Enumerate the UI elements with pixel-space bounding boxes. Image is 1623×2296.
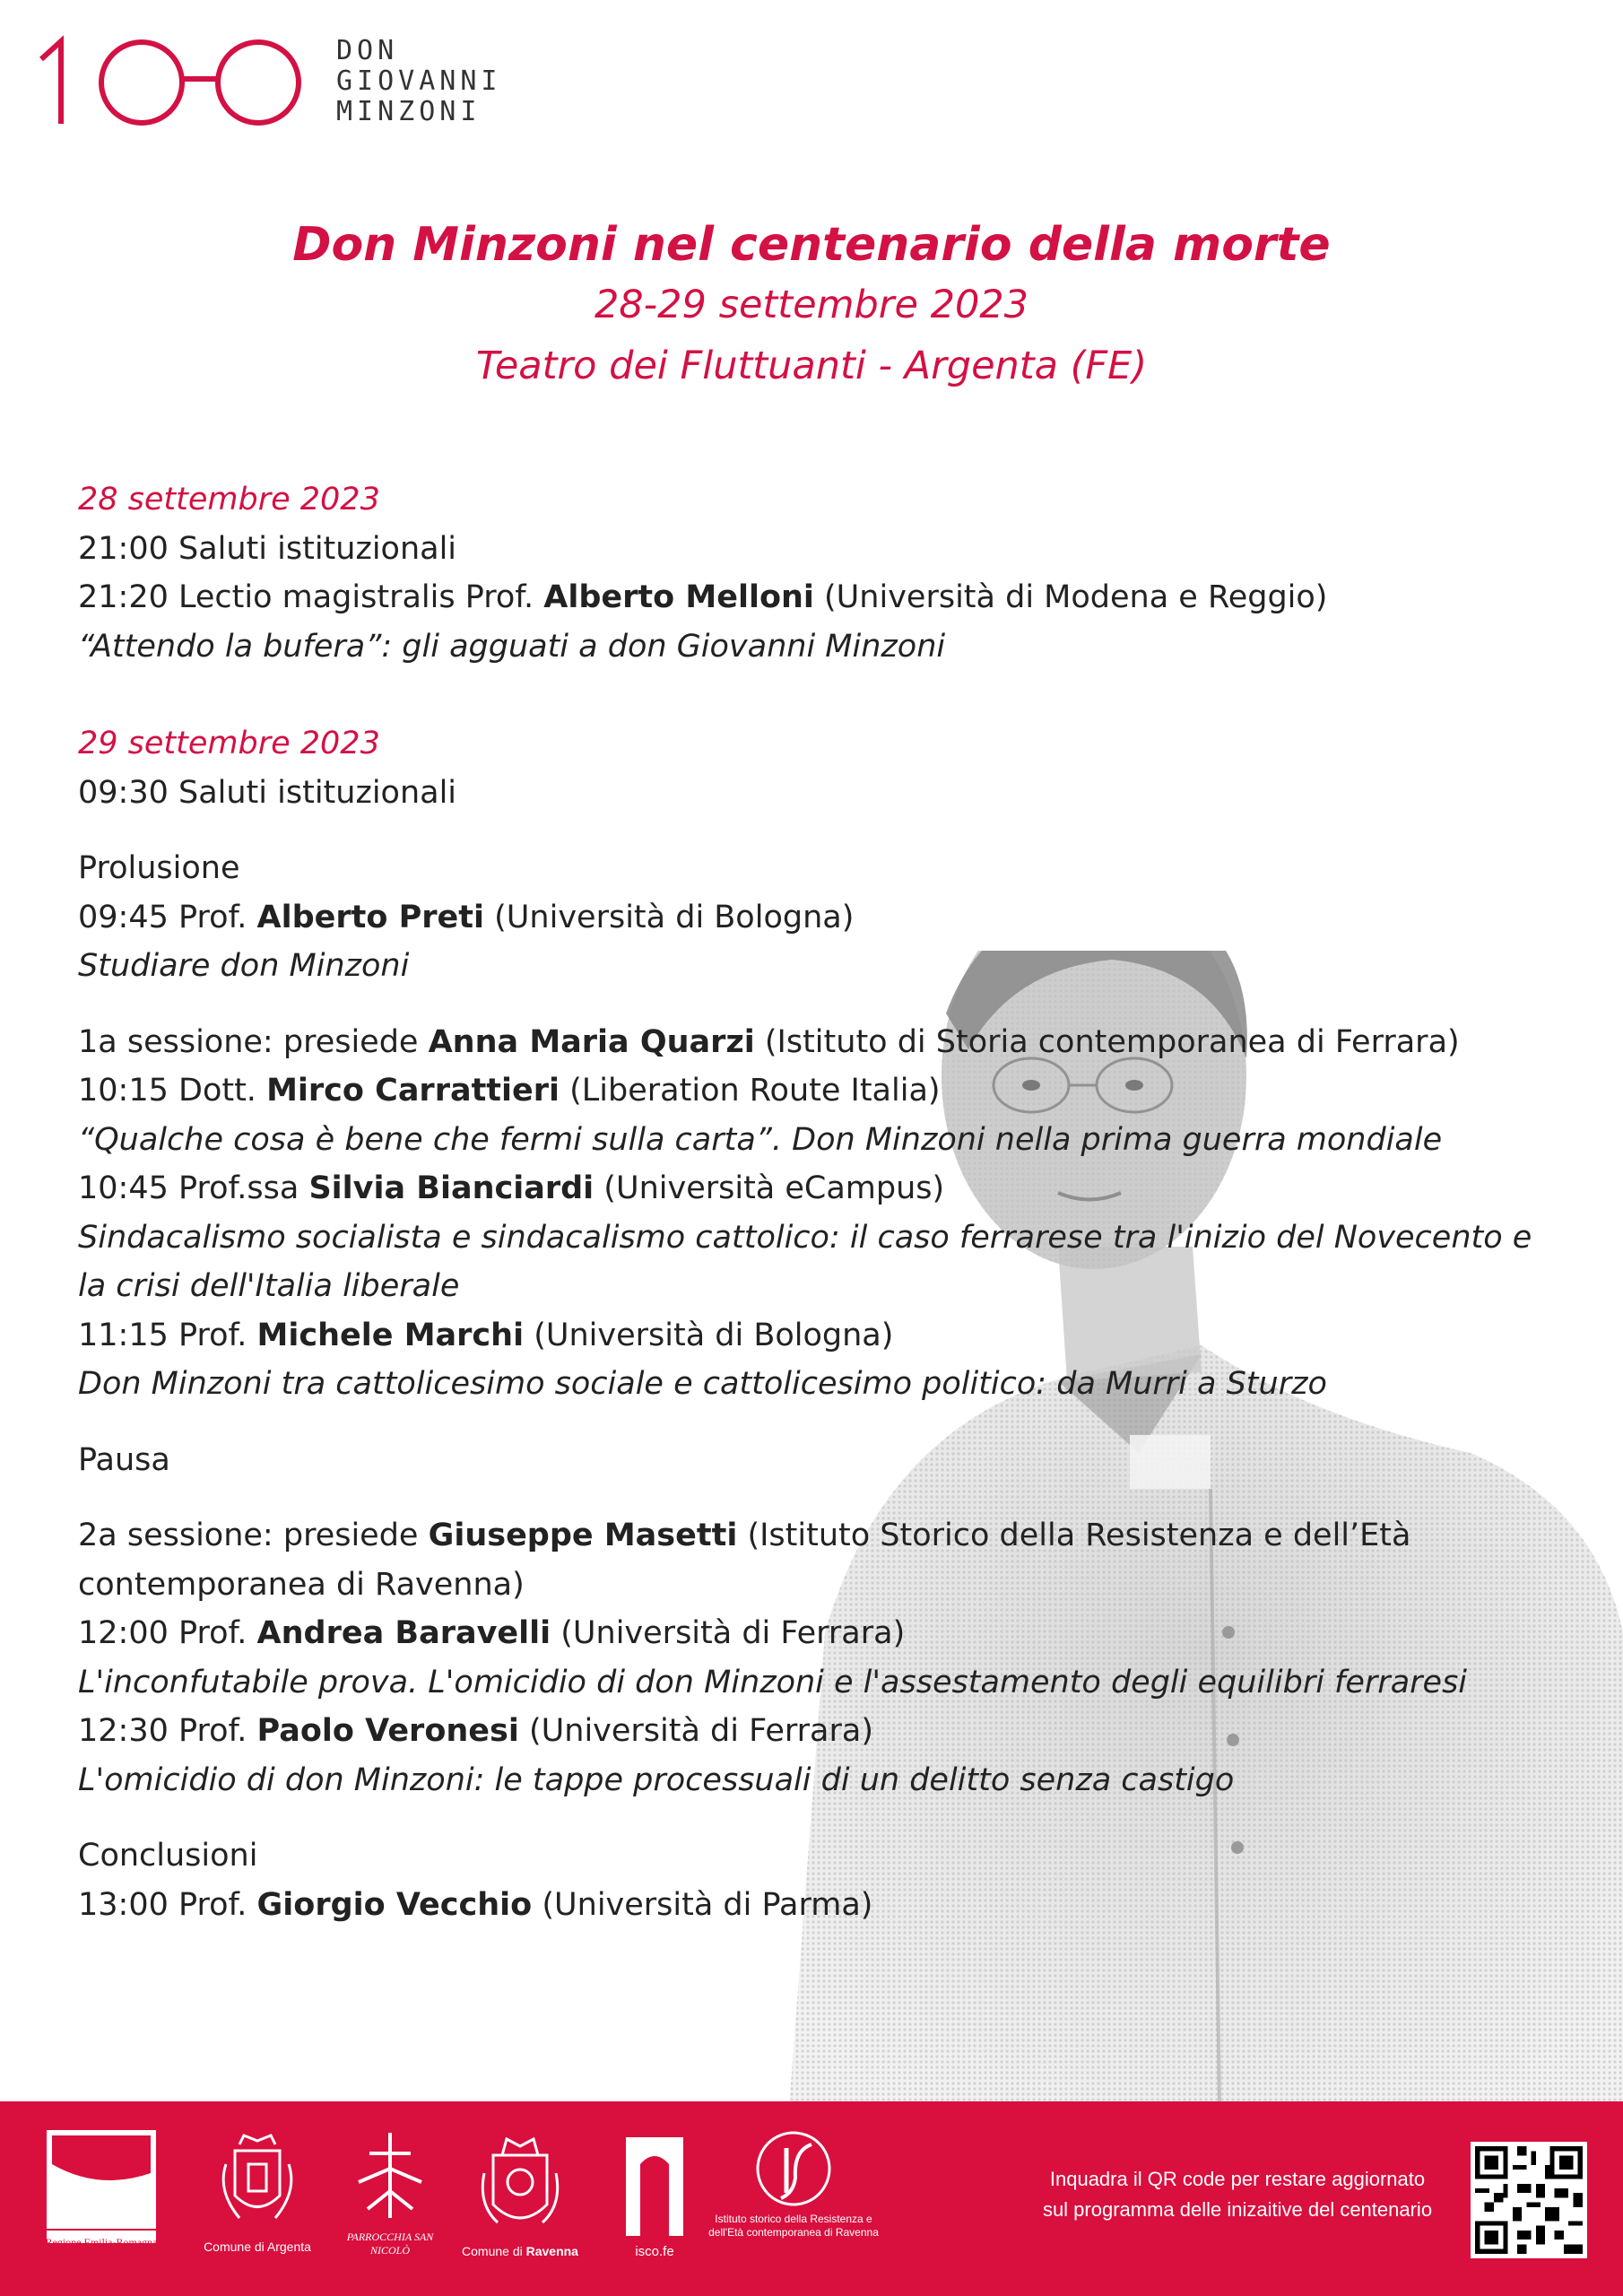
logo-istituto-ravenna: [708, 2128, 879, 2239]
program: [78, 475, 1558, 1929]
qr-text-line-2: sul programma delle inizaitive del centenario: [1042, 2198, 1433, 2221]
conclusions-heading: Conclusioni: [78, 1838, 258, 1874]
session1-heading: 1a sessione: presiede Anna Maria Quarzi (Istituto di Storia contemporanea di Ferrara): [78, 1023, 1460, 1060]
speaker-name: Michele Marchi: [256, 1317, 525, 1353]
talk-title: L'omicidio di don Minzoni: le tappe processuali di un delitto senza castigo: [78, 1761, 1235, 1798]
event-venue: Teatro dei Fluttuanti - Argenta (FE): [475, 344, 1148, 388]
logo-caption: Regione Emilia-Romagna: [45, 2236, 158, 2248]
logo-line-3: MINZONI: [336, 96, 482, 127]
argenta-coat-of-arms-icon: [204, 2128, 311, 2236]
speaker-name: Giorgio Vecchio: [256, 1886, 533, 1923]
talk-title: Sindacalismo socialista e sindacalismo cattolico: il caso ferrarese tra l'inizio del Novecento e la crisi dell'Italia liberale: [78, 1219, 1532, 1304]
regione-emblem-icon: [45, 2128, 158, 2245]
logo-iscofe: [610, 2128, 699, 2259]
talk-title: Don Minzoni tra cattolicesimo sociale e cattolicesimo politico: da Murri a Sturzo: [78, 1366, 1327, 1402]
chair-name: Anna Maria Quarzi: [428, 1023, 755, 1060]
talk-title: “Attendo la bufera”: gli agguati a don Giovanni Minzoni: [78, 628, 946, 665]
speaker-name: Alberto Melloni: [543, 579, 814, 615]
logo-line-2: GIOVANNI: [336, 65, 502, 97]
pause: Pausa: [78, 1441, 170, 1478]
sponsor-footer: [0, 2101, 1623, 2296]
session1-talk-1: 10:15 Dott. Mirco Carrattieri (Liberation Route Italia): [78, 1073, 941, 1109]
logo-caption: Istituto storico della Resistenza e dell'Età contemporanea di Ravenna: [708, 2213, 879, 2239]
logo-line-1: DON: [336, 35, 399, 66]
speaker-name: Andrea Baravelli: [256, 1615, 551, 1651]
qr-instructions: [1022, 2164, 1453, 2225]
logo-caption: Comune di Ravenna: [462, 2244, 578, 2258]
speaker-name: Mirco Carrattieri: [266, 1073, 560, 1109]
event-title: Don Minzoni nel centenario della morte: [292, 218, 1331, 272]
logo-caption: PARROCCHIA SAN NICOLÒ: [346, 2231, 434, 2257]
arch-icon: [619, 2128, 690, 2240]
event-dates: 28-29 settembre 2023: [594, 283, 1029, 327]
day1-date: 28 settembre 2023: [78, 482, 380, 517]
session1-talk-3: 11:15 Prof. Michele Marchi (Università di Bologna): [78, 1317, 894, 1353]
logo-ravenna: [457, 2128, 583, 2258]
qr-code[interactable]: [1471, 2142, 1587, 2258]
talk-title: L'inconfutabile prova. L'omicidio di don Minzoni e l'assestamento degli equilibri ferraresi: [78, 1664, 1468, 1700]
logo-caption: Comune di Argenta: [204, 2239, 311, 2254]
day1-item-1: 21:00 Saluti istituzionali: [78, 530, 457, 567]
logo-argenta: [190, 2128, 325, 2254]
cross-icon: [350, 2128, 430, 2227]
day1-item-2: 21:20 Lectio magistralis Prof. Alberto Melloni (Università di Modena e Reggio): [78, 579, 1328, 615]
event-header: [0, 215, 1623, 396]
prolusione-heading: Prolusione: [78, 850, 240, 886]
session2-talk-1: 12:00 Prof. Andrea Baravelli (Università di Ferrara): [78, 1615, 906, 1651]
speaker-name: Alberto Preti: [256, 899, 485, 935]
day2-date: 29 settembre 2023: [78, 726, 380, 761]
ravenna-coat-of-arms-icon: [471, 2128, 569, 2240]
speaker-name: Paolo Veronesi: [256, 1713, 519, 1749]
conclusions-talk: 13:00 Prof. Giorgio Vecchio (Università di Parma): [78, 1886, 873, 1923]
qr-text-line-1: Inquadra il QR code per restare aggiornato: [1049, 2168, 1426, 2190]
istituto-emblem-icon: [749, 2128, 838, 2209]
speaker-name: Silvia Bianciardi: [308, 1170, 595, 1206]
logo-wordmark: [336, 36, 502, 127]
day2-opening: 09:30 Saluti istituzionali: [78, 774, 457, 811]
talk-title: “Qualche cosa è bene che fermi sulla carta”. Don Minzoni nella prima guerra mondiale: [78, 1121, 1443, 1158]
session2-heading: 2a sessione: presiede Giuseppe Masetti (Istituto Storico della Resistenza e dell’Età contemporanea di Ravenna): [78, 1518, 1411, 1603]
logo-parrocchia: [341, 2128, 439, 2257]
logo-caption: isco.fe: [635, 2244, 674, 2259]
talk-title: Studiare don Minzoni: [78, 948, 410, 984]
session2-talk-2: 12:30 Prof. Paolo Veronesi (Università di Ferrara): [78, 1713, 873, 1749]
logo-regione: [43, 2128, 160, 2249]
chair-name: Giuseppe Masetti: [428, 1518, 738, 1553]
prolusione-talk: 09:45 Prof. Alberto Preti (Università di Bologna): [78, 899, 855, 935]
session1-talk-2: 10:45 Prof.ssa Silvia Bianciardi (Università eCampus): [78, 1170, 945, 1206]
